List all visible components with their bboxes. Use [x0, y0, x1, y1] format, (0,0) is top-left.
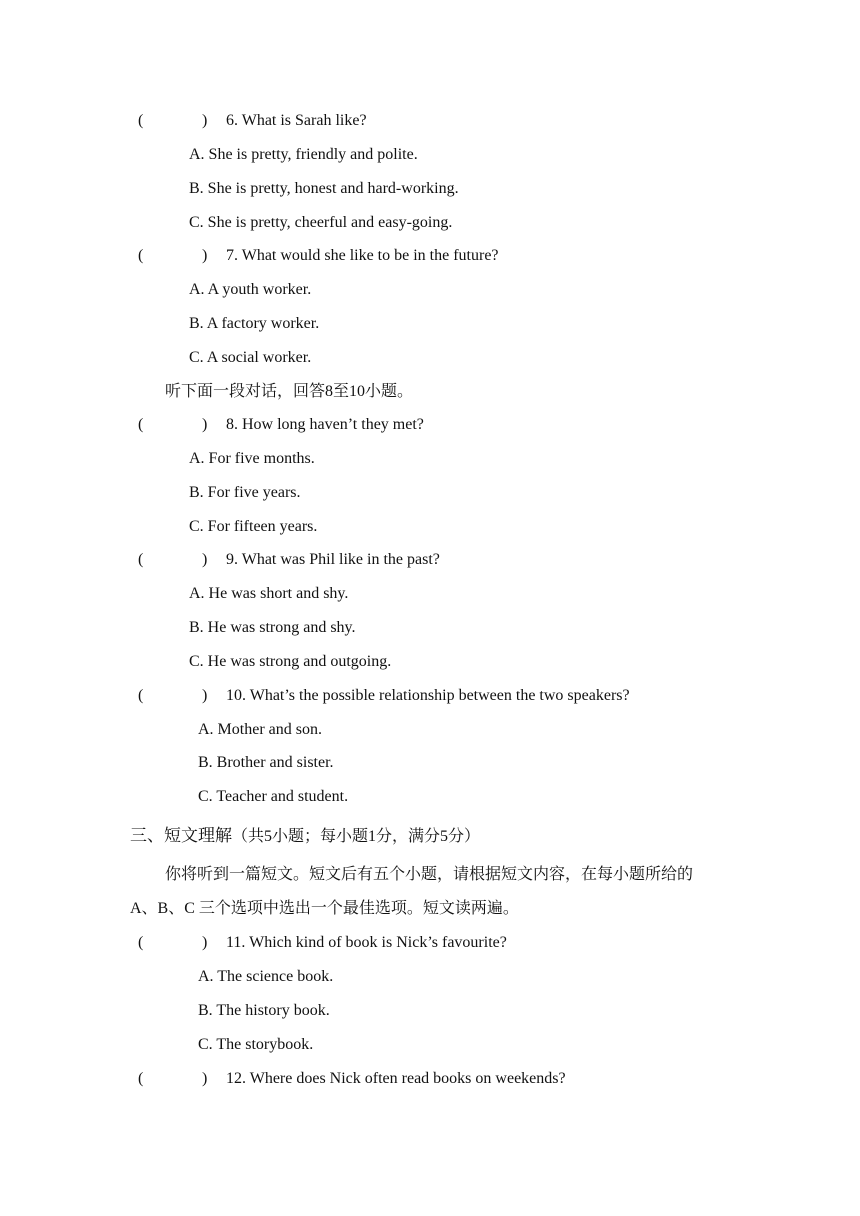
option-7c: C. A social worker. — [189, 349, 312, 366]
answer-paren-open: ( — [138, 1070, 144, 1087]
answer-paren-close: ) — [202, 687, 208, 704]
answer-paren-close: ) — [202, 247, 208, 264]
question-10: 10. What’s the possible relationship between the two speakers? — [226, 687, 630, 704]
section-heading — [130, 825, 480, 848]
option-6b: B. She is pretty, honest and hard-working. — [189, 180, 459, 197]
option-10b: B. Brother and sister. — [198, 754, 334, 771]
question-9: 9. What was Phil like in the past? — [226, 551, 440, 568]
instruction-8-10: 听下面一段对话，回答8至10小题。 — [165, 383, 414, 400]
section-subtitle: （共5小题；每小题1分，满分5分） — [232, 828, 481, 845]
question-11: 11. Which kind of book is Nick’s favourite? — [226, 934, 507, 951]
option-9a: A. He was short and shy. — [189, 585, 349, 602]
question-7: 7. What would she like to be in the future? — [226, 247, 499, 264]
option-6a: A. She is pretty, friendly and polite. — [189, 146, 418, 163]
option-7a: A. A youth worker. — [189, 281, 312, 298]
option-9b: B. He was strong and shy. — [189, 619, 356, 636]
question-8: 8. How long haven’t they met? — [226, 416, 424, 433]
option-11a: A. The science book. — [198, 968, 334, 985]
answer-paren-open: ( — [138, 247, 144, 264]
section-instructions-line-2: A、B、C 三个选项中选出一个最佳选项。短文读两遍。 — [130, 900, 519, 917]
option-6c: C. She is pretty, cheerful and easy-going. — [189, 214, 453, 231]
answer-paren-close: ) — [202, 551, 208, 568]
option-8c: C. For fifteen years. — [189, 518, 318, 535]
question-12: 12. Where does Nick often read books on weekends? — [226, 1070, 566, 1087]
section-instructions-line-1: 你将听到一篇短文。短文后有五个小题，请根据短文内容，在每小题所给的 — [165, 866, 694, 883]
answer-paren-close: ) — [202, 1070, 208, 1087]
answer-paren-open: ( — [138, 112, 144, 129]
answer-paren-open: ( — [138, 687, 144, 704]
section-title: 三、短文理解 — [130, 826, 232, 845]
answer-paren-open: ( — [138, 416, 144, 433]
answer-paren-close: ) — [202, 934, 208, 951]
option-9c: C. He was strong and outgoing. — [189, 653, 392, 670]
option-7b: B. A factory worker. — [189, 315, 320, 332]
option-10c: C. Teacher and student. — [198, 788, 349, 805]
option-8a: A. For five months. — [189, 450, 315, 467]
answer-paren-close: ) — [202, 112, 208, 129]
answer-paren-close: ) — [202, 416, 208, 433]
option-10a: A. Mother and son. — [198, 721, 322, 738]
option-11b: B. The history book. — [198, 1002, 330, 1019]
answer-paren-open: ( — [138, 551, 144, 568]
question-6: 6. What is Sarah like? — [226, 112, 367, 129]
answer-paren-open: ( — [138, 934, 144, 951]
option-11c: C. The storybook. — [198, 1036, 314, 1053]
option-8b: B. For five years. — [189, 484, 301, 501]
